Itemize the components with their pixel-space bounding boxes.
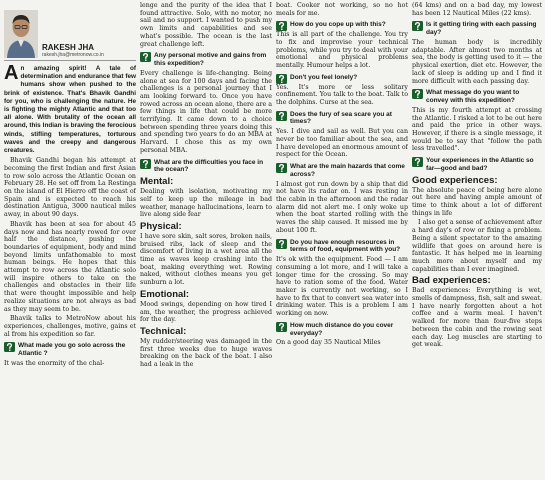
- question-mark-icon: [276, 21, 287, 31]
- author-photo: [4, 10, 38, 58]
- question-mark-icon: [412, 157, 423, 167]
- question-text: What made you go solo across the Atlantic ?: [18, 342, 126, 358]
- question-text: What are the difficulties you face in the ocean?: [154, 158, 264, 174]
- answer-paragraph: I also get a sense of achievement after a hard day's of row or fixing a problem. Being a silent spectator to the amazing wildlife that goes on around here is fantastic. It has helped me in learning much more about myself and my capabilities than I ever imagined.: [412, 219, 542, 273]
- question-heading: [412, 89, 542, 105]
- answer-paragraph: The absolute peace of being here alone out here and having ample amount of time to think about a lot of different things in life: [412, 186, 542, 217]
- question-heading: [276, 239, 408, 255]
- subheading-bad-experiences: Bad experiences:: [412, 275, 491, 287]
- answer-paragraph: It was the enormity of the chal-: [4, 360, 105, 367]
- question-mark-icon: [276, 322, 287, 332]
- question-mark-icon: [276, 163, 287, 173]
- answer-paragraph: boat. Cooker not working, so no hot meals for me.: [276, 2, 408, 17]
- subheading-good-experiences: Good experiences:: [412, 174, 498, 186]
- question-text: What are the main hazards that come across?: [290, 163, 405, 178]
- author-name: RAKESH JHA: [42, 43, 95, 52]
- question-text: Is it getting tiring with each passing day?: [426, 21, 537, 37]
- intro-text: n amazing spirit! A tale of determination and endurance that few humans show when pushed to the brink of existence. That's Bhavik Gandhi for you, who is challenging the nature. He is fighting the mighty Atlantic and that too all alone. With brutality of the ocean all around, this Indian is braving the ferocious winds, stifling temperatures, torturous waves and the creepy and dangerous creatures.: [4, 65, 136, 155]
- answer-paragraph: Dealing with isolation, motivating my self to keep up the mileage in bad weather, manage hallucinations, learn to live along side fear: [140, 188, 272, 219]
- question-text: Do you have enough resources in terms of food, equipment with you?: [290, 238, 401, 254]
- question-heading: [276, 21, 408, 29]
- question-heading: [140, 159, 272, 175]
- answer-paragraph: I almost got run down by a ship that did not have its radar on. I was resting in the cabin in the afternoon and the radar alarm did not alert me. I only woke up when the boat started rolling with the waves the ship caused. It missed me by about 100 ft.: [276, 180, 408, 234]
- column-1: [4, 2, 136, 478]
- answer-paragraph: My rudder/steering was damaged in the first three weeks due to huge waves breaking on the back of the boat. I also had a leak in the: [140, 337, 272, 369]
- column-4: [412, 2, 542, 478]
- answer-paragraph: I have sore skin, salt sores, broken nails, bruised ribs, lack of sleep and the discomfort of living in a wet area all the time as waves keep crashing into the boat, making everything wet. Rowing naked, without clothes means you get sunburn a lot.: [140, 232, 272, 287]
- column-2: [140, 2, 272, 478]
- intro-paragraph: [4, 62, 136, 155]
- question-text: Your experiences in the Atlantic so far—good and bad?: [426, 157, 534, 172]
- question-text: What message do you want to convey with this expedition?: [426, 89, 520, 105]
- question-text: Does the fury of sea scare you at times?: [290, 110, 392, 126]
- body-paragraph: Bhavik has been at sea for about 45 days now and has nearly rowed for over half the distance, pushing the boundaries of equipment, body and mind beyond limits unfathomable to most human beings. He hopes that this attempt to row across the Atlantic solo will inspire others to take on the challenges and obstacles in their life that were thought impossible and help realize situations are not always as bad as they may seem to be.: [4, 220, 136, 313]
- body-paragraph: Bhavik Gandhi began his attempt at becoming the first Indian and first Asian to row solo across the Atlantic Ocean on February 28. He set off from La Restinga on the island of El Hierro off the coast of Spain and is expected to reach his destination Antigua, 3000 nautical miles away, in about 90 days.: [4, 157, 136, 219]
- question-mark-icon: [412, 89, 423, 99]
- answer-paragraph: Bad experiences: Everything is wet, smells of dampness, fish, salt and sweat. I have nearly forgotten about a hot coffee and a warm meal. I haven't walked for more than four-five steps between the cabin and the rowing seat each day. Leg muscles are starting to get weak.: [412, 287, 542, 349]
- question-heading: [276, 111, 408, 127]
- question-text: How do you cope up with this?: [290, 21, 386, 29]
- subheading-physical: Physical:: [140, 220, 182, 232]
- question-mark-icon: [140, 159, 151, 169]
- answer-paragraph: On a good day 35 Nautical Miles: [276, 339, 381, 347]
- answer-paragraph: It's ok with the equipment. Food — I am consuming a lot more, and I will take a longer time for the crossing. So may have to ration some of the food. Water maker is currently not working, so I have to fix that to convert sea water into drinking water. This is a problem I am working on now.: [276, 256, 408, 318]
- question-mark-icon: [276, 239, 287, 249]
- column-3: [276, 2, 408, 478]
- answer-paragraph: (64 kms) and on a bad day, my lowest has been 12 Nautical Miles (22 kms).: [412, 2, 542, 17]
- subheading-emotional: Emotional:: [140, 288, 190, 300]
- question-mark-icon: [276, 111, 287, 121]
- subheading-technical: Technical:: [140, 325, 187, 337]
- question-mark-icon: [412, 21, 423, 31]
- question-mark-icon: [276, 74, 287, 84]
- question-heading: [276, 322, 408, 338]
- question-heading: [140, 52, 272, 68]
- body-paragraph: Bhavik talks to MetroNow about his experiences, challenges, motive, gains et al from his expedition so far.: [4, 315, 136, 338]
- answer-paragraph: Mood swings, depending on how tired I am, the weather, the progress achieved for the day.: [140, 300, 272, 324]
- drop-cap: A: [4, 62, 19, 84]
- answer-paragraph: Yes. I dive and sail as well. But you can never be too familiar about the sea, and I have developed an enormous amount of respect for the Ocean.: [276, 128, 408, 159]
- question-heading: [412, 157, 542, 173]
- divider: [4, 60, 136, 61]
- answer-paragraph: The human body is incredibly adaptable. After almost two months at sea, the body is getting used to it — the physical exertion, diet etc. However, the lack of sleep is adding up and I find it more difficult with each passing day.: [412, 39, 542, 85]
- answer-paragraph: Yes. It's more or less solitary confinement. You talk to the boat. Talk to the dolphins. Curse at the sea.: [276, 83, 408, 106]
- question-text: Any personal motive and gains from this expedition?: [154, 52, 267, 68]
- answer-paragraph: This is all part of the challenge. You try to fix and improvise your technical problems, while you try to deal with your emotional and physical problems mentally. Humour helps a lot.: [276, 31, 408, 70]
- byline-text: [42, 41, 104, 58]
- question-mark-icon: [140, 52, 151, 62]
- question-mark-icon: [4, 342, 15, 352]
- question-heading: [412, 21, 542, 37]
- question-heading: [4, 342, 136, 358]
- answer-paragraph: Every challenge is life-changing. Being alone at sea for 100 days and facing the challenges is a personal journey that I am looking forward to. Once you have rowed across an ocean alone, there are a few things in life that could be more terrifying. It came down to a choice between spending three years doing this and spending two years to do an MBA at Harvard. I chose this as my own personal MBA.: [140, 69, 272, 154]
- question-text: Don't you feel lonely?: [290, 73, 358, 81]
- author-email: rakesh.jha@metronow.co.in: [42, 52, 104, 58]
- subheading-mental: Mental:: [140, 176, 174, 188]
- question-heading: [276, 74, 408, 82]
- answer-paragraph: lenge and the purity of the idea that I found attractive. Solo, with no motor, no sail and no support. I wanted to push my own limits and capabilities and see what's possible. The ocean is the last great challenge left.: [140, 2, 272, 48]
- byline: [4, 2, 136, 58]
- question-text: How much distance do you cover everyday?: [290, 321, 394, 337]
- question-heading: [276, 163, 408, 179]
- answer-paragraph: This is my fourth attempt at crossing the Atlantic. I risked a lot to be out here and paid the price in other ways. However, if there is a single message, it would be to say that "follow the path less travelled".: [412, 106, 542, 153]
